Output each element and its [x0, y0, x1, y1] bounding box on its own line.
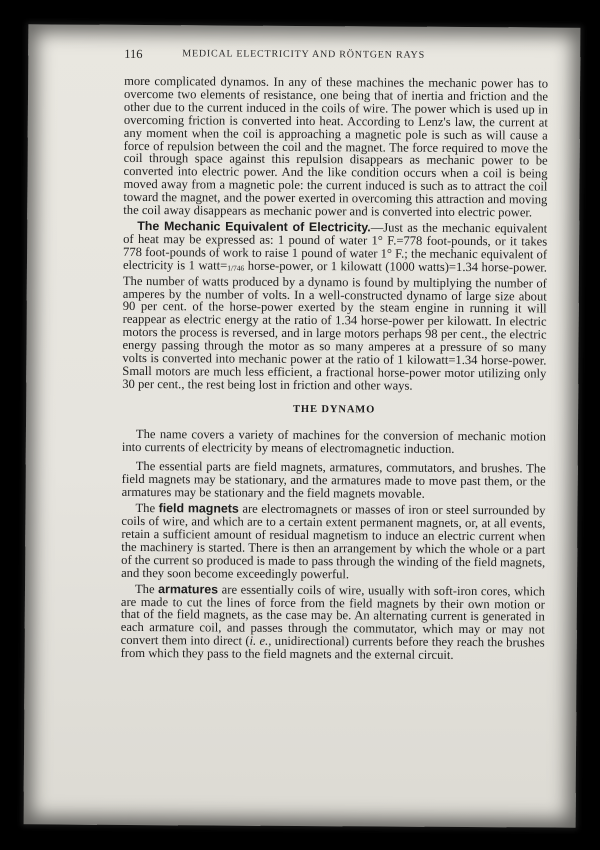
fraction: 1/746	[227, 263, 245, 273]
page-header	[124, 47, 544, 68]
paragraph-text: are essentially coils of wire, usually with soft-iron cores, which are made to cut the lines of force from the field magnets by their own motion or that of the field magnets, as the case may be. An alternating current is generated in each armature coil, and passes through the commutator, which may or may not convert them into direct (	[120, 582, 546, 648]
paragraph-dynamo-intro: The name covers a variety of machines for the conversion of mechanic motion into currents of electricity by means of electromagnetic induction.	[121, 426, 546, 456]
italic-abbreviation: i. e.,	[249, 633, 272, 649]
run-in-heading: The Mechanic Equivalent of Electricity.	[137, 218, 371, 235]
paragraph-armatures	[121, 583, 545, 663]
paragraph-essential-parts: The essential parts are field magnets, armatures, commutators, and brushes. The field magnets may be stationary, and the armatures made to move past them, or the armatures may be stationary and the field magnets movable.	[121, 459, 546, 502]
page-number: 116	[124, 46, 143, 62]
paragraph-text: The	[134, 581, 159, 596]
paragraph-field-magnets	[121, 502, 545, 582]
paragraph-text: —Just as the mechanic equivalent of heat may be expressed as: 1 pound of water 1° F.=778 foot-pounds, or it takes 778 foot-pounds of work to raise 1 pound of water 1° F.; the mechanic equivalent of electricity is 1 watt=	[122, 220, 548, 273]
paragraph-text: horse-power, or 1 kilowatt (1000 watts)=1.34 horse-power. The number of watts produced by a dynamo is found by multiplying the number of amperes by the number of volts. In a well-constructed dynamo of large size about 90 per cent. of the horse-power exerted by the steam engine in running it will reappear as electric energy at the ratio of 1.34 horse-power per kilowatt. In electric motors the process is reversed, and in large motors perhaps 98 per cent., the electric energy passing through the motor as so many amperes at a pressure of so many volts is converted into mechanic power at the ratio of 1 kilowatt=1.34 horse-power. Small motors are much less efficient, a fractional horse-power motor utilizing only 30 per cent., the rest being lost in friction and other ways.	[122, 258, 548, 393]
book-page	[24, 24, 581, 827]
paragraph-text: unidirectional) currents before they reach the brushes from which they pass to the field magnets and the external circuit.	[120, 634, 545, 663]
paragraph-lenz-law: more complicated dynamos. In any of these machines the mechanic power has to overcome two elements of resistance, one being that of inertia and friction and the other due to the current induced in the coils of wire. The power which is used up in overcoming friction is converted into heat. According to Lenz's law, the current at any moment when the coil is approaching a magnetic pole is such as will cause a force of repulsion between the coil and the magnet. The force required to move the coil through space against this repulsion disappears as mechanic power to be converted into electric power. And the like condition occurs when a coil is being moved away from a magnetic pole: the current induced is such as to attract the coil toward the magnet, and the power exerted in overcoming this attraction and moving the coil away disappears as mechanic power and is converted into electric power.	[123, 73, 549, 220]
paragraph-mechanic-equivalent	[122, 220, 547, 393]
term-armatures: armatures	[158, 581, 219, 597]
term-field-magnets: field magnets	[158, 501, 239, 516]
page-body	[121, 75, 549, 663]
section-heading: THE DYNAMO	[292, 403, 376, 416]
running-head: MEDICAL ELECTRICITY AND RÖNTGEN RAYS	[182, 48, 425, 61]
paragraph-text: The	[135, 501, 159, 516]
paragraph-text: are electromagnets or masses of iron or steel surrounded by coils of wire, and which are to a certain extent permanent magnets, or, at all events, retain a sufficient amount of residual magnetism to induce an electric current when the machinery is started. There is then an arrangement by which the whole or a part of the current so produced is made to pass through the winding of the field magnets, and they soon become exceedingly powerful.	[121, 501, 546, 582]
